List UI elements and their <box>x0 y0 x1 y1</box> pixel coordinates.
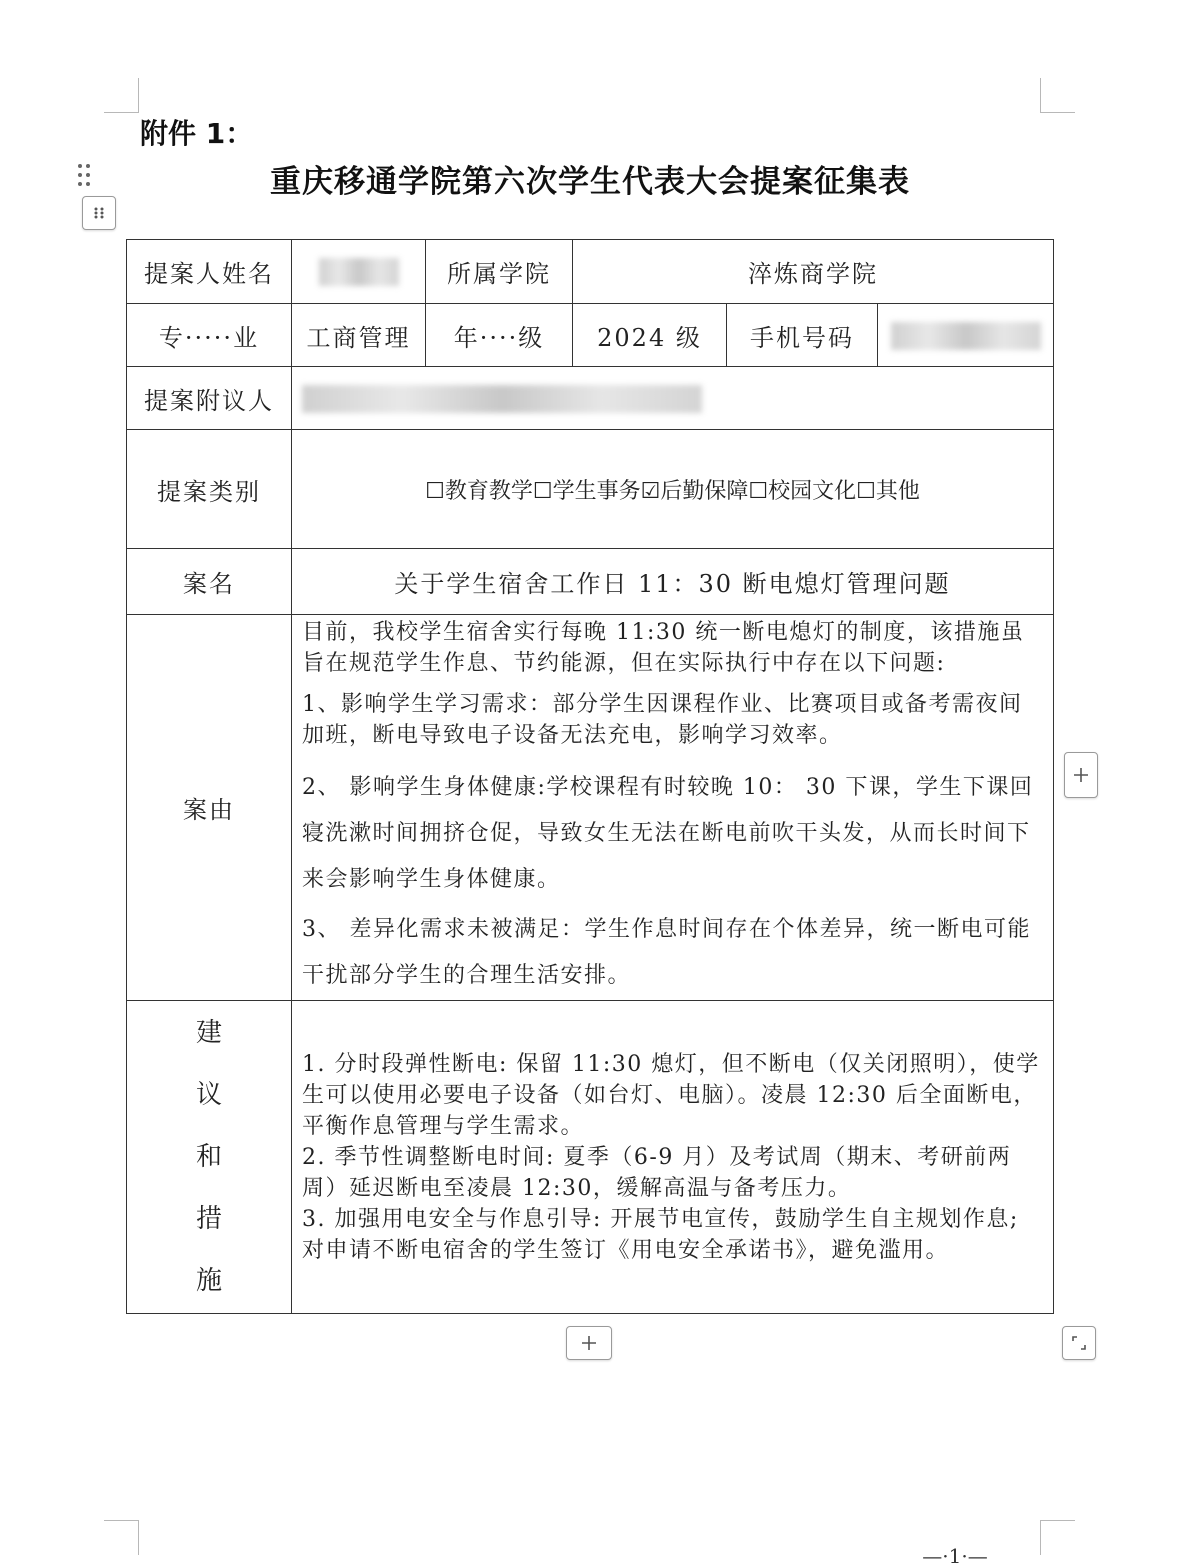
add-row-button[interactable] <box>566 1326 612 1360</box>
margin-corner-bottom-right <box>1040 1520 1075 1555</box>
major-label: 专·····业 <box>127 304 292 367</box>
category-options <box>292 430 1054 549</box>
reason-label: 案由 <box>127 615 292 1001</box>
category-option-logistics[interactable]: ☑后勤保障 <box>640 478 749 504</box>
move-handle-icon[interactable] <box>76 162 92 188</box>
suggestion-paragraph: 3. 加强用电安全与作息引导: 开展节电宣传，鼓励学生自主规划作息; 对申请不断电宿舍的学生签订《用电安全承诺书》，避免滥用。 <box>302 1206 1019 1263</box>
reason-content[interactable] <box>292 615 1054 1001</box>
table-row <box>127 240 1054 304</box>
attachment-label: 附件 1： <box>140 117 254 150</box>
phone-label: 手机号码 <box>727 304 878 367</box>
checkbox-icon: ☐ <box>532 478 553 504</box>
suggestion-paragraph: 2. 季节性调整断电时间: 夏季（6-9 月）及考试周（期末、考研前两周）延迟断电至凌晨 12:30，缓解高温与备考压力。 <box>302 1144 1012 1201</box>
proposer-name-value[interactable] <box>292 240 426 304</box>
table-resize-button[interactable] <box>1062 1326 1096 1360</box>
table-row <box>127 304 1054 367</box>
page-title: 重庆移通学院第六次学生代表大会提案征集表 <box>270 164 910 200</box>
category-option-student-affairs[interactable]: ☐学生事务 <box>532 478 641 504</box>
college-label: 所属学院 <box>426 240 573 304</box>
reason-paragraph: 目前，我校学生宿舍实行每晚 11:30 统一断电熄灯的制度，该措施虽旨在规范学生作息、节约能源，但在实际执行中存在以下问题: <box>302 619 1025 676</box>
checkbox-icon: ☐ <box>748 478 769 504</box>
proposer-label: 提案人姓名 <box>127 240 292 304</box>
add-column-button[interactable] <box>1064 752 1098 798</box>
table-row <box>127 1001 1054 1314</box>
proposal-form-table <box>126 239 1054 1314</box>
category-option-other[interactable]: ☐其他 <box>856 478 920 504</box>
reason-paragraph: 1、影响学生学习需求：部分学生因课程作业、比赛项目或备考需夜间加班，断电导致电子设备无法充电，影响学习效率。 <box>302 691 1023 748</box>
cosigner-label: 提案附议人 <box>127 367 292 430</box>
category-label: 提案类别 <box>127 430 292 549</box>
suggestion-label: 建 议 和 措 施 <box>127 1001 292 1314</box>
margin-corner-top-right <box>1040 78 1075 113</box>
major-value[interactable]: 工商管理 <box>292 304 426 367</box>
table-row <box>127 615 1054 1001</box>
cosigner-value[interactable] <box>292 367 1054 430</box>
category-option-education[interactable]: ☐教育教学 <box>425 478 533 504</box>
table-row <box>127 430 1054 549</box>
case-name-value[interactable]: 关于学生宿舍工作日 11：30 断电熄灯管理问题 <box>292 549 1054 615</box>
margin-corner-top-left <box>104 78 139 113</box>
table-grid-button[interactable] <box>82 196 116 230</box>
checkbox-icon: ☐ <box>425 478 445 504</box>
category-option-campus-culture[interactable]: ☐校园文化 <box>748 478 857 504</box>
resize-icon <box>1071 1335 1087 1351</box>
suggestion-content[interactable] <box>292 1001 1054 1314</box>
table-grid-icon <box>93 206 105 220</box>
suggestion-paragraph: 1. 分时段弹性断电: 保留 11:30 熄灯，但不断电（仅关闭照明），使学生可以使用必要电子设备（如台灯、电脑）。凌晨 12:30 后全面断电，平衡作息管理与学生需求。 <box>302 1051 1040 1139</box>
phone-value[interactable] <box>878 304 1054 367</box>
margin-corner-bottom-left <box>104 1520 139 1555</box>
case-name-label: 案名 <box>127 549 292 615</box>
checkbox-checked-icon: ☑ <box>640 478 661 504</box>
page-number: —·1·— <box>922 1544 988 1568</box>
table-row <box>127 549 1054 615</box>
reason-paragraph: 2、 影响学生身体健康:学校课程有时较晚 10： 30 下课，学生下课回寝洗漱时间拥挤仓促，导致女生无法在断电前吹干头发，从而长时间下来会影响学生身体健康。 <box>302 774 1034 892</box>
grade-label: 年····级 <box>426 304 573 367</box>
grade-value[interactable]: 2024 级 <box>573 304 727 367</box>
plus-icon <box>1073 767 1089 783</box>
checkbox-icon: ☐ <box>856 478 876 504</box>
plus-icon <box>581 1335 597 1351</box>
table-row <box>127 367 1054 430</box>
reason-paragraph: 3、 差异化需求未被满足：学生作息时间存在个体差异，统一断电可能干扰部分学生的合理生活安排。 <box>302 916 1031 988</box>
college-value[interactable]: 淬炼商学院 <box>573 240 1054 304</box>
